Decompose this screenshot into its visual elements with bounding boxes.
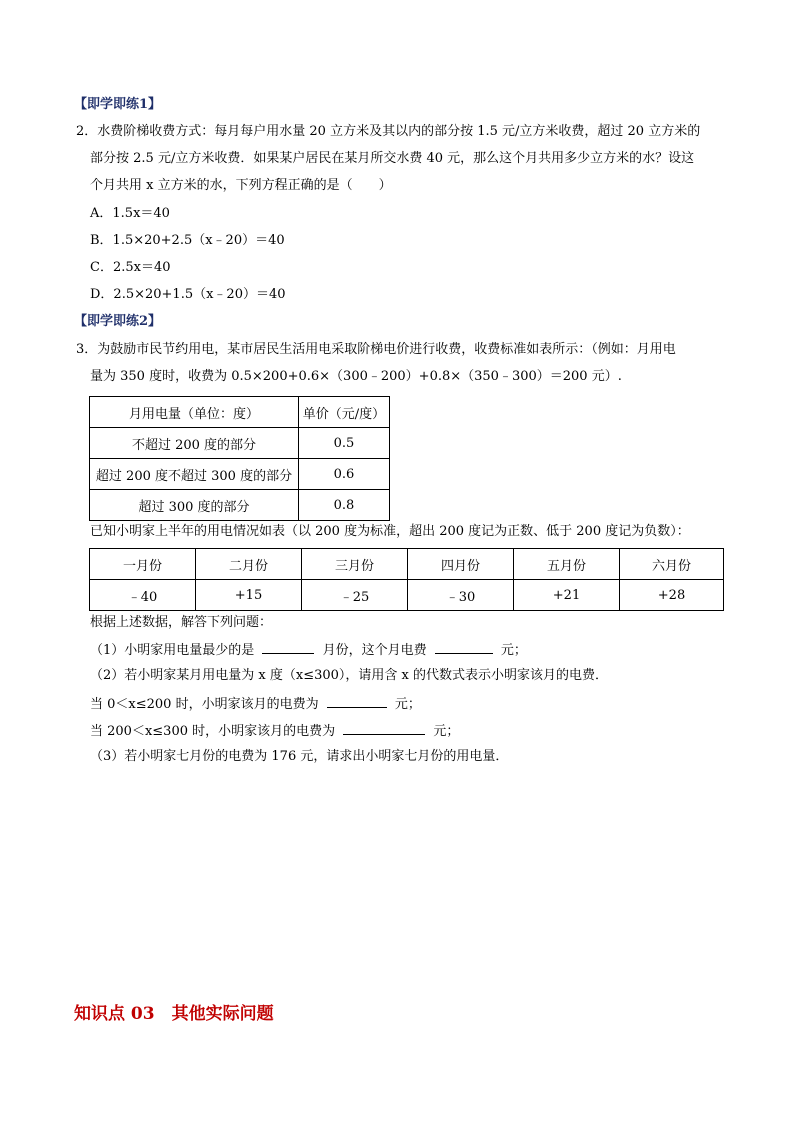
price-table (89, 396, 390, 521)
section-heading: 知识点 03 其他实际问题 (74, 1004, 274, 1024)
month-header: 三月份 (302, 549, 408, 580)
part-2-case-1-text: 当 0＜x≤200 时，小明家该月的电费为 (90, 697, 319, 712)
usage-table-value-row (90, 580, 724, 611)
price-tier-label: 超过 300 度的部分 (90, 490, 299, 521)
question-3-line-1: 3．为鼓励市民节约用电，某市居民生活用电采取阶梯电价进行收费，收费标准如表所示：（例如：月用电 (76, 342, 676, 357)
part-3: （3）若小明家七月份的电费为 176 元，请求出小明家七月份的用电量． (90, 749, 509, 764)
usage-intro: 已知小明家上半年的用电情况如表（以 200 度为标准，超出 200 度记为正数、低于 200 度记为负数）： (90, 524, 690, 539)
exercise-2-tag: 【即学即练2】 (74, 314, 162, 329)
price-table-header-price: 单价（元/度） (299, 397, 390, 428)
option-a: A．1.5x＝40 (90, 206, 170, 221)
usage-value: ﹣30 (408, 580, 514, 611)
month-header: 一月份 (90, 549, 196, 580)
price-tier-value: 0.6 (299, 459, 390, 490)
usage-value: ﹣25 (302, 580, 408, 611)
answer-blank-3[interactable] (327, 694, 387, 708)
month-header: 五月份 (514, 549, 620, 580)
month-header: 四月份 (408, 549, 514, 580)
part-1 (90, 640, 527, 660)
answer-blank-4[interactable] (343, 721, 425, 735)
instruction: 根据上述数据，解答下列问题： (90, 615, 273, 630)
price-table-header-row (90, 397, 390, 428)
usage-value: +21 (514, 580, 620, 611)
price-tier-value: 0.8 (299, 490, 390, 521)
answer-blank-1[interactable] (262, 640, 314, 654)
part-2-case-2-unit: 元； (433, 724, 460, 739)
part-2: （2）若小明家某月用电量为 x 度（x≤300），请用含 x 的代数式表示小明家该月的电费． (90, 668, 609, 683)
month-header: 六月份 (620, 549, 724, 580)
table-row (90, 490, 390, 521)
question-3-line-2: 量为 350 度时，收费为 0.5×200+0.6×（300﹣200）+0.8×（350﹣300）＝200 元）. (90, 369, 622, 384)
usage-table-month-row (90, 549, 724, 580)
option-d: D．2.5×20+1.5（x﹣20）＝40 (90, 287, 286, 302)
table-row (90, 459, 390, 490)
part-1-text-a: （1）小明家用电量最少的是 (90, 643, 255, 658)
price-tier-label: 超过 200 度不超过 300 度的部分 (90, 459, 299, 490)
exercise-1-tag: 【即学即练1】 (74, 97, 162, 112)
usage-value: ﹣40 (90, 580, 196, 611)
question-2-line-3: 个月共用 x 立方米的水，下列方程正确的是（ ） (90, 178, 392, 193)
table-row (90, 428, 390, 459)
part-2-case-1 (90, 694, 421, 714)
month-header: 二月份 (196, 549, 302, 580)
part-1-text-c: 元； (500, 643, 527, 658)
price-tier-value: 0.5 (299, 428, 390, 459)
option-c: C．2.5x＝40 (90, 260, 171, 275)
question-2-line-2: 部分按 2.5 元/立方米收费．如果某户居民在某月所交水费 40 元，那么这个月共用多少立方米的水？设这 (90, 151, 695, 166)
usage-value: +28 (620, 580, 724, 611)
answer-blank-2[interactable] (435, 640, 493, 654)
part-2-case-2 (90, 721, 459, 741)
price-tier-label: 不超过 200 度的部分 (90, 428, 299, 459)
option-b: B．1.5×20+2.5（x﹣20）＝40 (90, 233, 285, 248)
part-2-case-1-unit: 元； (394, 697, 421, 712)
part-2-case-2-text: 当 200＜x≤300 时，小明家该月的电费为 (90, 724, 336, 739)
part-1-text-b: 月份，这个月电费 (322, 643, 427, 658)
usage-table (89, 548, 724, 611)
price-table-header-usage: 月用电量（单位：度） (90, 397, 299, 428)
question-2-line-1: 2．水费阶梯收费方式：每月每户用水量 20 立方米及其以内的部分按 1.5 元/立方米收费，超过 20 立方米的 (76, 124, 701, 139)
usage-value: +15 (196, 580, 302, 611)
